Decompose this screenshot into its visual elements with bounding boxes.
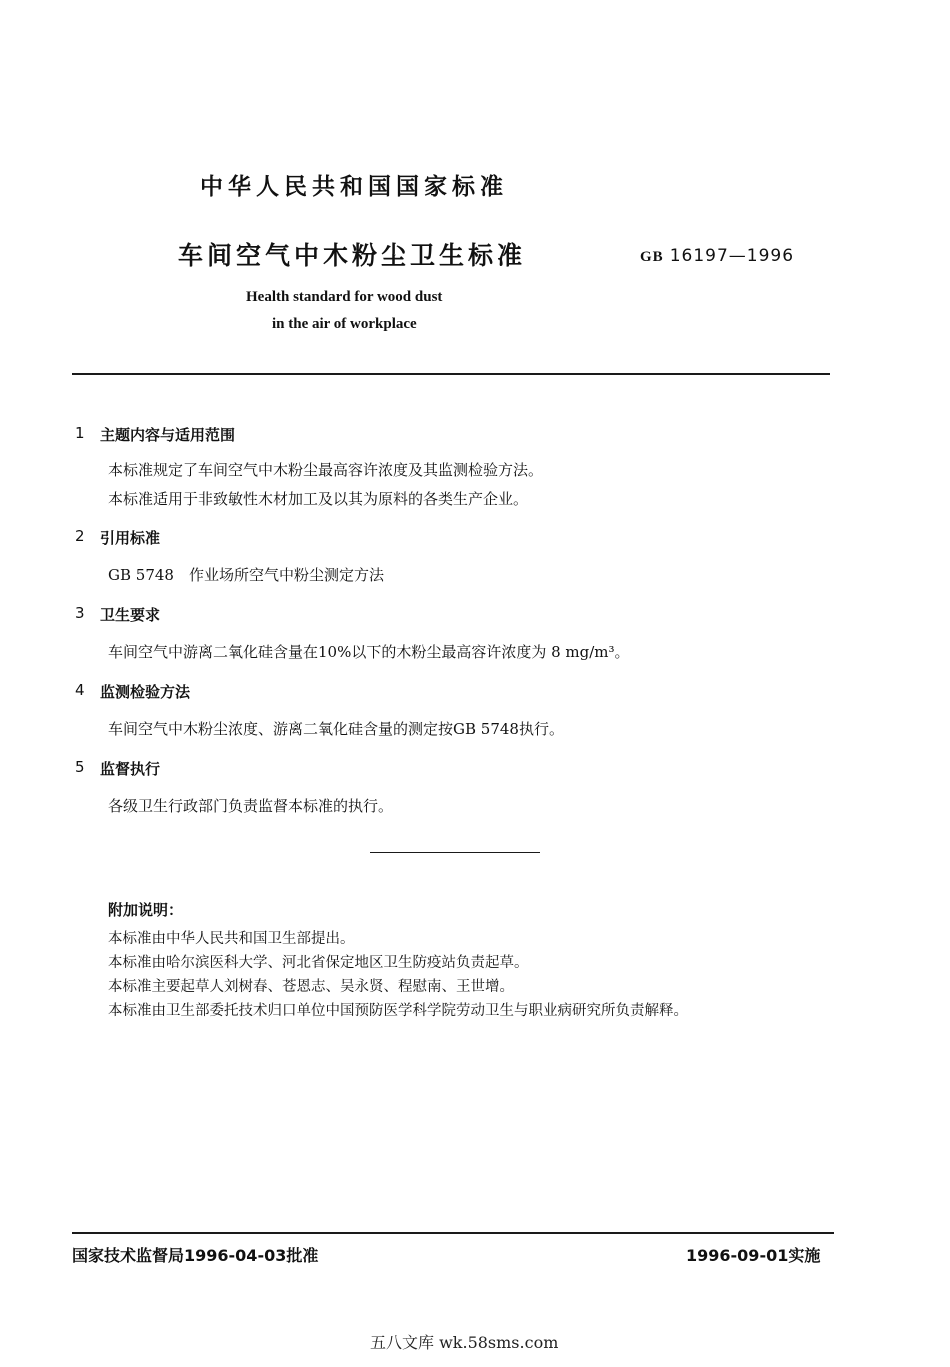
- section-3-title: 卫生要求: [100, 606, 161, 624]
- section-5-title: 监督执行: [100, 760, 161, 778]
- standard-code-number: 16197—1996: [669, 246, 795, 266]
- section-1-paragraph-2: 本标准适用于非致敏性木材加工及以其为原料的各类生产企业。: [108, 490, 529, 508]
- section-1-paragraph-1: 本标准规定了车间空气中木粉尘最高容许浓度及其监测检验方法。: [108, 461, 544, 479]
- end-divider: [370, 852, 540, 853]
- header-divider: [72, 373, 830, 375]
- section-1-number: 1: [75, 424, 85, 442]
- note-line-3: 本标准主要起草人刘树春、苍恩志、吴永贤、程慰南、王世增。: [108, 979, 514, 995]
- document-title-en-line2: in the air of workplace: [272, 316, 417, 332]
- section-4-number: 4: [75, 681, 85, 699]
- document-title-cn: 车间空气中木粉尘卫生标准: [178, 241, 527, 270]
- national-standard-heading: 中华人民共和国国家标准: [200, 174, 508, 200]
- document-title-en-line1: Health standard for wood dust: [246, 289, 443, 305]
- section-3-number: 3: [75, 604, 85, 622]
- approval-date: 国家技术监督局1996-04-03批准: [72, 1246, 319, 1265]
- footer-divider: [72, 1232, 834, 1234]
- section-1-title: 主题内容与适用范围: [100, 426, 236, 444]
- section-2-number: 2: [75, 527, 85, 545]
- section-2-paragraph-1: GB 5748 作业场所空气中粉尘测定方法: [108, 566, 384, 584]
- notes-title: 附加说明：: [108, 901, 184, 919]
- section-4-paragraph-1: 车间空气中木粉尘浓度、游离二氧化硅含量的测定按GB 5748执行。: [108, 720, 564, 738]
- watermark: 五八文库 wk.58sms.com: [370, 1333, 559, 1352]
- note-line-2: 本标准由哈尔滨医科大学、河北省保定地区卫生防疫站负责起草。: [108, 955, 529, 971]
- section-5-paragraph-1: 各级卫生行政部门负责监督本标准的执行。: [108, 797, 394, 815]
- section-5-number: 5: [75, 758, 85, 776]
- standard-code-prefix: GB: [640, 249, 664, 265]
- note-line-4: 本标准由卫生部委托技术归口单位中国预防医学科学院劳动卫生与职业病研究所负责解释。: [108, 1003, 688, 1019]
- section-4-title: 监测检验方法: [100, 683, 191, 701]
- note-line-1: 本标准由中华人民共和国卫生部提出。: [108, 931, 355, 947]
- section-3-paragraph-1: 车间空气中游离二氧化硅含量在10%以下的木粉尘最高容许浓度为 8 mg/m³。: [108, 643, 630, 661]
- section-2-title: 引用标准: [100, 529, 161, 547]
- standard-code: [640, 246, 794, 266]
- effective-date: 1996-09-01实施: [686, 1246, 821, 1265]
